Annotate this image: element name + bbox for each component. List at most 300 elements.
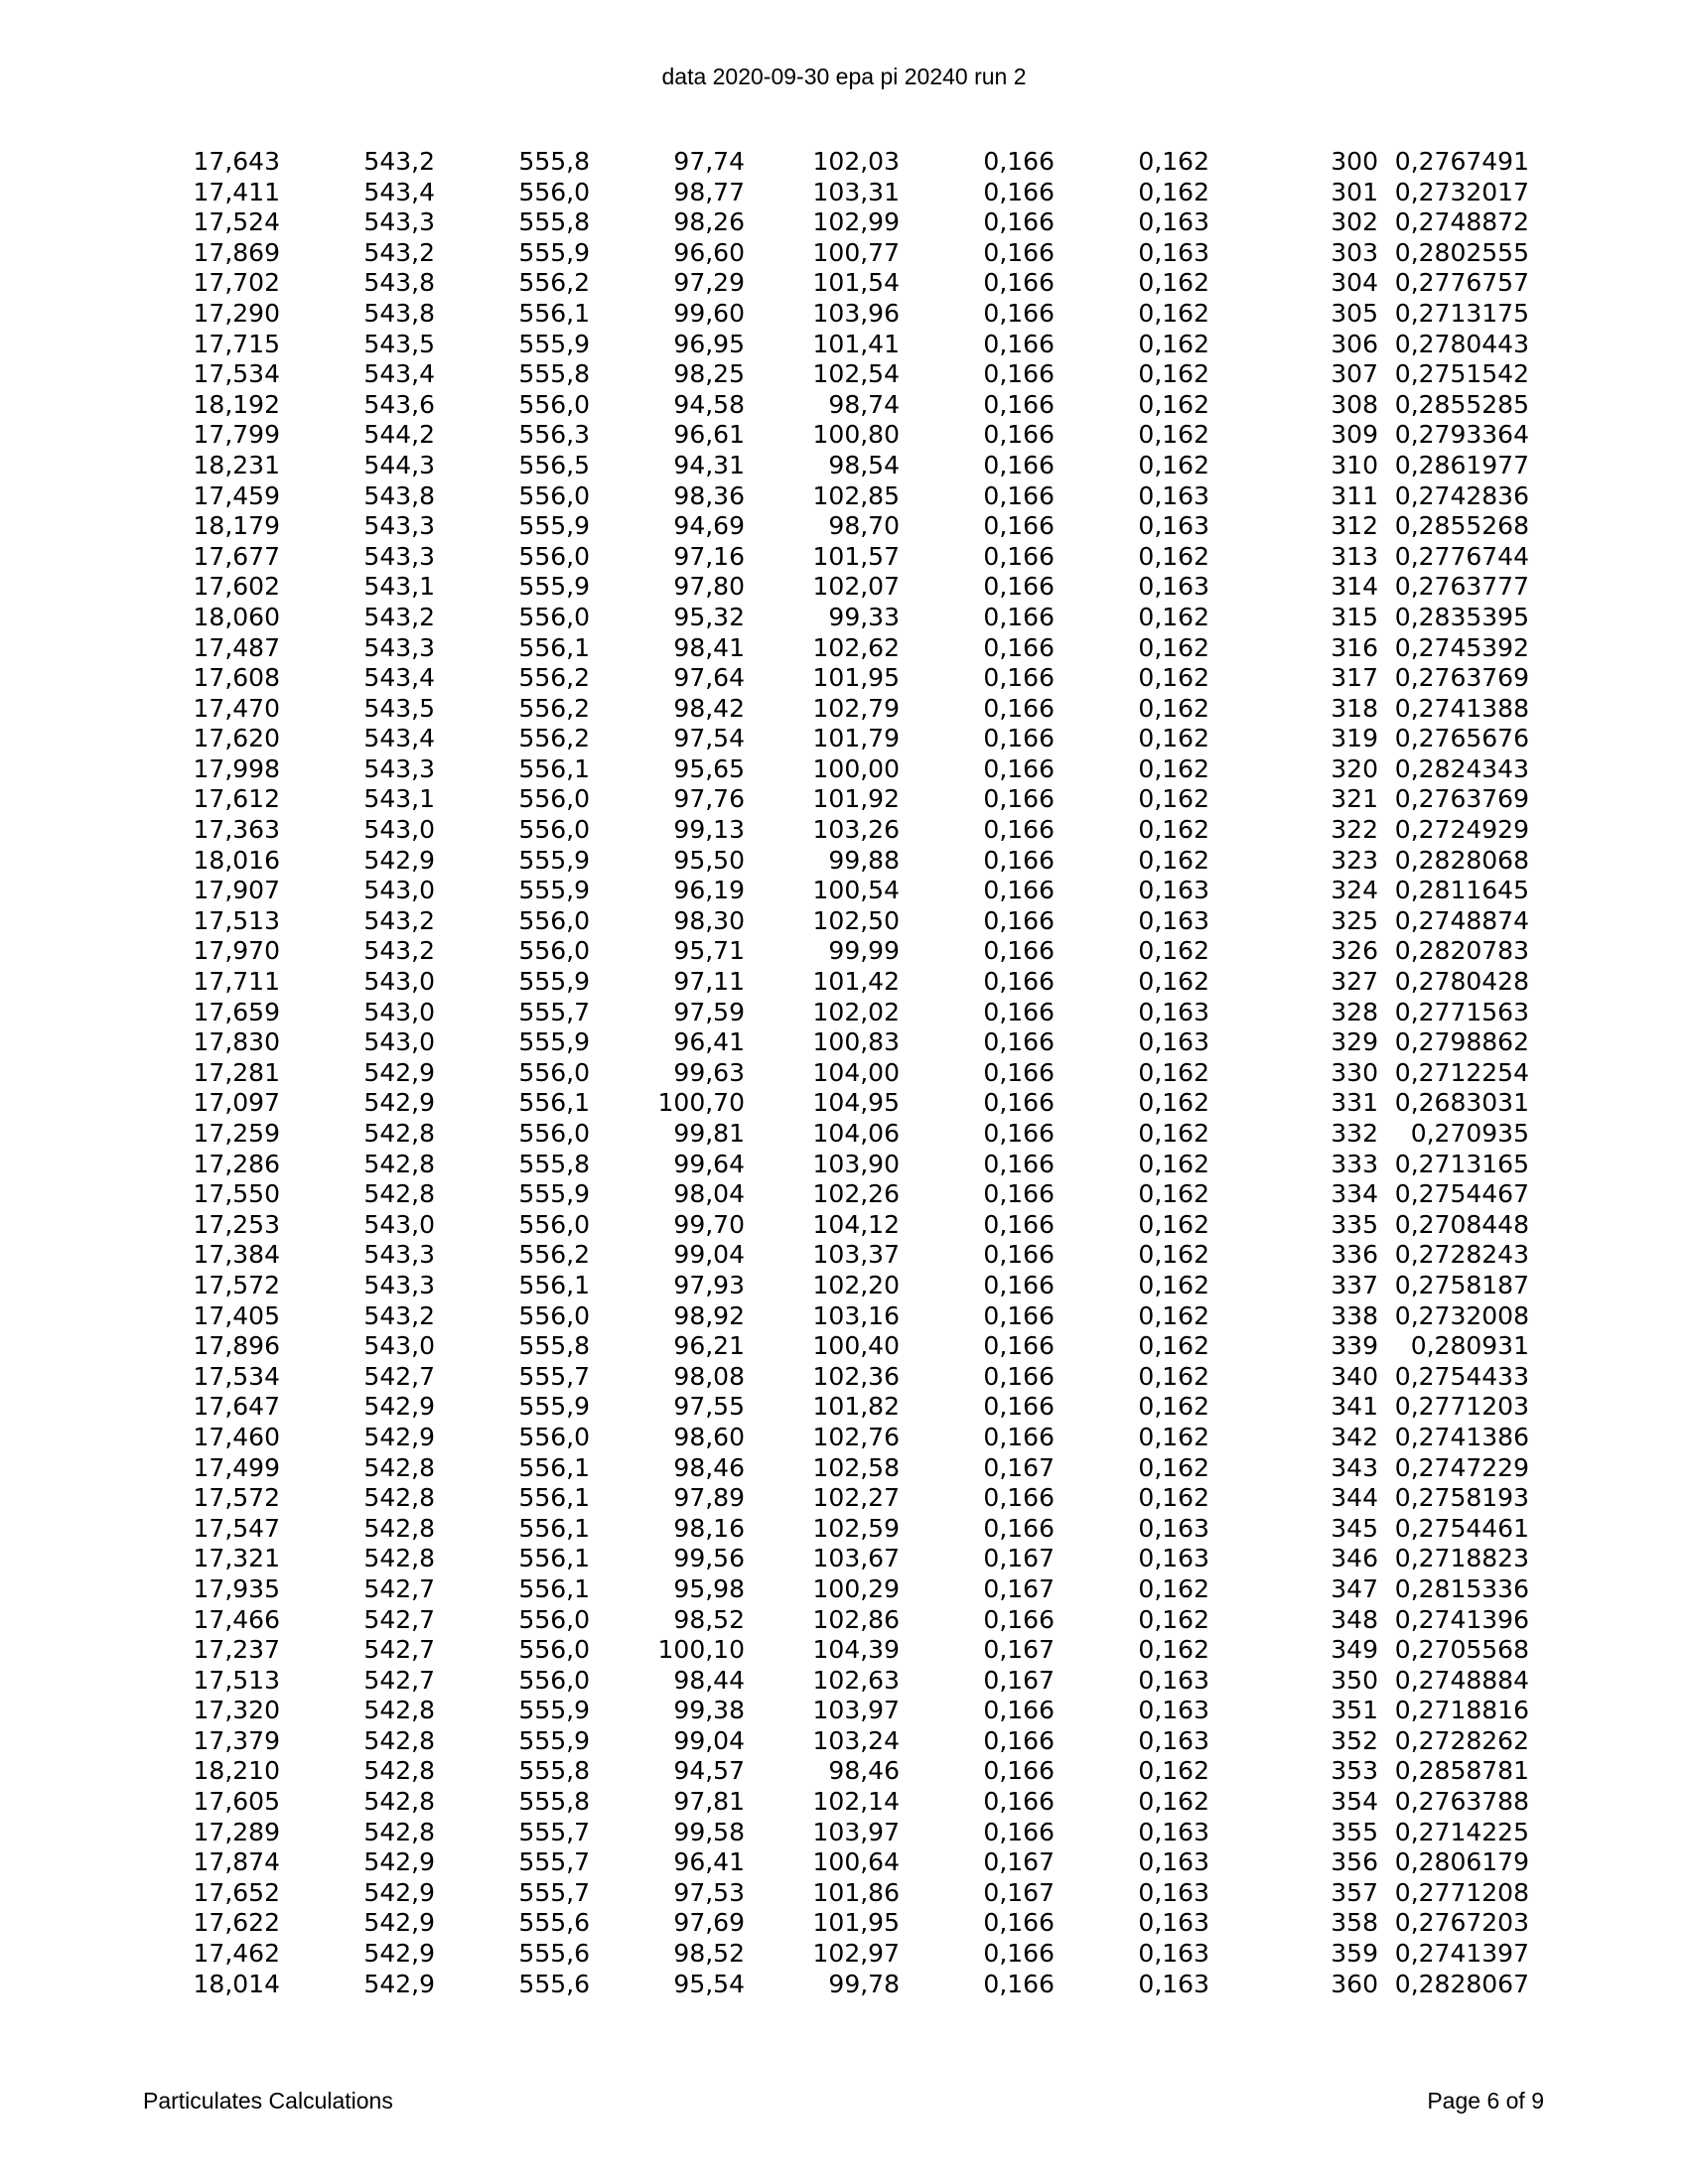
table-cell-col-2: 543,3 bbox=[363, 632, 435, 662]
table-cell-col-6: 0,166 bbox=[983, 1787, 1055, 1817]
table-cell-col-4: 96,41 bbox=[673, 1847, 745, 1877]
table-cell-col-7: 0,162 bbox=[1138, 632, 1209, 662]
table-cell-col-7: 0,163 bbox=[1138, 1969, 1209, 1998]
table-row bbox=[0, 784, 1688, 815]
table-cell-col-2: 543,8 bbox=[363, 298, 435, 328]
table-cell-col-4: 96,60 bbox=[673, 237, 745, 267]
table-row bbox=[0, 603, 1688, 633]
table-row bbox=[0, 511, 1688, 542]
table-cell-col-9: 0,2771563 bbox=[1394, 997, 1529, 1026]
table-cell-col-4: 99,58 bbox=[673, 1817, 745, 1846]
table-cell-row-index: 304 bbox=[1331, 268, 1378, 298]
table-cell-col-3: 556,0 bbox=[518, 1209, 590, 1239]
table-cell-col-3: 556,1 bbox=[518, 1270, 590, 1299]
table-cell-col-1: 17,998 bbox=[193, 753, 280, 783]
table-cell-col-4: 94,58 bbox=[673, 389, 745, 419]
table-cell-col-3: 555,7 bbox=[518, 1877, 590, 1907]
table-cell-col-4: 94,69 bbox=[673, 511, 745, 541]
table-cell-col-2: 542,9 bbox=[363, 1057, 435, 1087]
table-cell-col-9: 0,2780428 bbox=[1394, 967, 1529, 997]
table-cell-col-6: 0,166 bbox=[983, 268, 1055, 298]
table-cell-col-5: 99,33 bbox=[828, 602, 900, 631]
table-cell-col-1: 17,460 bbox=[193, 1422, 280, 1451]
table-cell-col-3: 556,1 bbox=[518, 632, 590, 662]
table-cell-row-index: 344 bbox=[1331, 1483, 1378, 1513]
table-cell-col-9: 0,2835395 bbox=[1394, 602, 1529, 631]
table-cell-col-6: 0,166 bbox=[983, 693, 1055, 723]
table-cell-col-4: 98,36 bbox=[673, 480, 745, 510]
table-cell-row-index: 332 bbox=[1331, 1119, 1378, 1148]
table-cell-row-index: 348 bbox=[1331, 1604, 1378, 1634]
table-cell-col-3: 555,9 bbox=[518, 1392, 590, 1422]
table-cell-col-2: 543,2 bbox=[363, 237, 435, 267]
table-row bbox=[0, 1605, 1688, 1636]
table-cell-col-4: 97,80 bbox=[673, 572, 745, 602]
table-cell-row-index: 347 bbox=[1331, 1573, 1378, 1603]
table-cell-col-4: 97,54 bbox=[673, 724, 745, 753]
table-cell-col-6: 0,166 bbox=[983, 1119, 1055, 1148]
table-cell-col-2: 542,9 bbox=[363, 1908, 435, 1938]
table-cell-col-3: 555,7 bbox=[518, 1847, 590, 1877]
table-cell-col-5: 104,95 bbox=[812, 1088, 900, 1118]
table-cell-col-1: 17,524 bbox=[193, 207, 280, 237]
table-cell-col-4: 96,95 bbox=[673, 329, 745, 358]
table-cell-col-5: 102,97 bbox=[812, 1939, 900, 1969]
table-cell-col-5: 98,70 bbox=[828, 511, 900, 541]
table-cell-col-9: 0,2745392 bbox=[1394, 632, 1529, 662]
table-cell-col-6: 0,166 bbox=[983, 1057, 1055, 1087]
table-cell-col-9: 0,2732017 bbox=[1394, 177, 1529, 206]
table-cell-col-6: 0,166 bbox=[983, 1240, 1055, 1270]
table-cell-col-1: 17,097 bbox=[193, 1088, 280, 1118]
table-cell-col-4: 97,16 bbox=[673, 541, 745, 571]
table-cell-row-index: 307 bbox=[1331, 359, 1378, 389]
table-cell-col-5: 100,40 bbox=[812, 1331, 900, 1361]
table-cell-col-4: 95,65 bbox=[673, 753, 745, 783]
table-cell-col-5: 102,54 bbox=[812, 359, 900, 389]
table-cell-col-1: 17,534 bbox=[193, 359, 280, 389]
table-cell-col-1: 17,411 bbox=[193, 177, 280, 206]
footer-page-number: Page 6 of 9 bbox=[1427, 2088, 1544, 2114]
table-cell-col-3: 556,0 bbox=[518, 1665, 590, 1695]
table-cell-col-1: 17,513 bbox=[193, 1665, 280, 1695]
table-cell-col-2: 543,4 bbox=[363, 359, 435, 389]
table-cell-col-5: 100,77 bbox=[812, 237, 900, 267]
table-cell-col-6: 0,166 bbox=[983, 1179, 1055, 1209]
table-cell-col-2: 542,8 bbox=[363, 1756, 435, 1786]
table-cell-col-3: 556,0 bbox=[518, 602, 590, 631]
table-cell-row-index: 356 bbox=[1331, 1847, 1378, 1877]
table-cell-row-index: 353 bbox=[1331, 1756, 1378, 1786]
table-cell-col-7: 0,163 bbox=[1138, 1725, 1209, 1755]
table-cell-col-1: 17,572 bbox=[193, 1483, 280, 1513]
table-row bbox=[0, 1453, 1688, 1484]
table-row bbox=[0, 1970, 1688, 2000]
table-cell-col-4: 97,59 bbox=[673, 997, 745, 1026]
table-cell-col-5: 103,31 bbox=[812, 177, 900, 206]
table-row bbox=[0, 936, 1688, 967]
table-cell-col-7: 0,162 bbox=[1138, 1331, 1209, 1361]
table-cell-col-6: 0,166 bbox=[983, 1422, 1055, 1451]
table-cell-col-3: 555,9 bbox=[518, 845, 590, 875]
table-cell-col-7: 0,162 bbox=[1138, 147, 1209, 176]
table-cell-col-9: 0,2802555 bbox=[1394, 237, 1529, 267]
page-header-title: data 2020-09-30 epa pi 20240 run 2 bbox=[661, 64, 1027, 89]
table-cell-col-5: 100,29 bbox=[812, 1573, 900, 1603]
table-cell-col-9: 0,2742836 bbox=[1394, 480, 1529, 510]
table-cell-col-6: 0,166 bbox=[983, 177, 1055, 206]
table-cell-row-index: 309 bbox=[1331, 420, 1378, 450]
table-cell-row-index: 308 bbox=[1331, 389, 1378, 419]
table-cell-col-5: 99,99 bbox=[828, 936, 900, 966]
table-cell-col-1: 17,602 bbox=[193, 572, 280, 602]
table-cell-col-1: 17,643 bbox=[193, 147, 280, 176]
table-cell-row-index: 327 bbox=[1331, 967, 1378, 997]
table-cell-col-1: 17,470 bbox=[193, 693, 280, 723]
table-cell-col-2: 543,3 bbox=[363, 1270, 435, 1299]
table-cell-col-2: 542,8 bbox=[363, 1513, 435, 1543]
table-cell-col-6: 0,166 bbox=[983, 511, 1055, 541]
table-cell-col-5: 103,67 bbox=[812, 1544, 900, 1573]
table-cell-col-7: 0,163 bbox=[1138, 1847, 1209, 1877]
table-cell-col-6: 0,167 bbox=[983, 1877, 1055, 1907]
table-cell-row-index: 319 bbox=[1331, 724, 1378, 753]
table-cell-col-1: 17,935 bbox=[193, 1573, 280, 1603]
table-cell-col-7: 0,162 bbox=[1138, 693, 1209, 723]
table-cell-col-1: 17,874 bbox=[193, 1847, 280, 1877]
table-cell-col-9: 0,2758187 bbox=[1394, 1270, 1529, 1299]
table-cell-col-4: 98,52 bbox=[673, 1604, 745, 1634]
table-cell-col-7: 0,162 bbox=[1138, 1088, 1209, 1118]
table-cell-col-2: 543,0 bbox=[363, 967, 435, 997]
table-cell-col-6: 0,166 bbox=[983, 1725, 1055, 1755]
table-row bbox=[0, 359, 1688, 390]
table-cell-col-2: 542,8 bbox=[363, 1483, 435, 1513]
table-cell-col-7: 0,163 bbox=[1138, 997, 1209, 1026]
table-cell-col-4: 99,38 bbox=[673, 1696, 745, 1725]
table-row bbox=[0, 572, 1688, 603]
table-cell-col-6: 0,166 bbox=[983, 389, 1055, 419]
table-cell-col-3: 555,9 bbox=[518, 1027, 590, 1057]
table-cell-col-1: 17,259 bbox=[193, 1119, 280, 1148]
table-cell-col-7: 0,162 bbox=[1138, 1270, 1209, 1299]
table-cell-col-2: 543,0 bbox=[363, 1209, 435, 1239]
table-cell-col-6: 0,166 bbox=[983, 876, 1055, 905]
table-cell-col-6: 0,166 bbox=[983, 1300, 1055, 1330]
table-cell-col-2: 543,0 bbox=[363, 876, 435, 905]
table-cell-col-1: 17,622 bbox=[193, 1908, 280, 1938]
table-cell-col-3: 555,6 bbox=[518, 1939, 590, 1969]
table-cell-col-1: 17,290 bbox=[193, 298, 280, 328]
table-cell-col-2: 543,3 bbox=[363, 207, 435, 237]
table-cell-col-3: 555,7 bbox=[518, 1817, 590, 1846]
table-cell-col-6: 0,166 bbox=[983, 1969, 1055, 1998]
table-cell-col-9: 0,2732008 bbox=[1394, 1300, 1529, 1330]
table-cell-col-7: 0,162 bbox=[1138, 967, 1209, 997]
table-cell-col-3: 556,2 bbox=[518, 724, 590, 753]
table-row bbox=[0, 1179, 1688, 1210]
table-cell-col-4: 100,10 bbox=[657, 1635, 745, 1665]
table-cell-row-index: 325 bbox=[1331, 905, 1378, 935]
table-row bbox=[0, 330, 1688, 360]
table-cell-col-4: 98,60 bbox=[673, 1422, 745, 1451]
table-cell-col-6: 0,166 bbox=[983, 1696, 1055, 1725]
table-cell-col-2: 543,0 bbox=[363, 1331, 435, 1361]
table-cell-col-3: 556,1 bbox=[518, 1573, 590, 1603]
table-row bbox=[0, 754, 1688, 785]
table-cell-col-5: 103,97 bbox=[812, 1696, 900, 1725]
table-cell-col-5: 104,06 bbox=[812, 1119, 900, 1148]
table-cell-col-2: 542,9 bbox=[363, 845, 435, 875]
table-cell-col-4: 95,98 bbox=[673, 1573, 745, 1603]
table-cell-col-9: 0,2763777 bbox=[1394, 572, 1529, 602]
table-cell-row-index: 336 bbox=[1331, 1240, 1378, 1270]
table-cell-col-5: 102,26 bbox=[812, 1179, 900, 1209]
table-cell-row-index: 334 bbox=[1331, 1179, 1378, 1209]
table-cell-row-index: 301 bbox=[1331, 177, 1378, 206]
table-cell-col-1: 18,060 bbox=[193, 602, 280, 631]
table-cell-col-4: 95,32 bbox=[673, 602, 745, 631]
table-cell-row-index: 318 bbox=[1331, 693, 1378, 723]
table-cell-col-9: 0,2811645 bbox=[1394, 876, 1529, 905]
table-cell-col-3: 556,0 bbox=[518, 1635, 590, 1665]
table-cell-row-index: 306 bbox=[1331, 329, 1378, 358]
table-cell-col-3: 556,0 bbox=[518, 815, 590, 845]
table-cell-col-7: 0,162 bbox=[1138, 663, 1209, 693]
table-cell-col-6: 0,166 bbox=[983, 1513, 1055, 1543]
table-cell-col-2: 542,9 bbox=[363, 1847, 435, 1877]
table-cell-col-6: 0,166 bbox=[983, 1908, 1055, 1938]
table-cell-col-5: 100,83 bbox=[812, 1027, 900, 1057]
table-cell-col-3: 556,0 bbox=[518, 1604, 590, 1634]
table-cell-col-9: 0,2748874 bbox=[1394, 905, 1529, 935]
table-cell-col-5: 102,36 bbox=[812, 1361, 900, 1391]
table-cell-col-7: 0,162 bbox=[1138, 420, 1209, 450]
table-cell-col-7: 0,163 bbox=[1138, 207, 1209, 237]
table-row bbox=[0, 299, 1688, 330]
table-cell-col-9: 0,2728243 bbox=[1394, 1240, 1529, 1270]
table-cell-col-2: 542,8 bbox=[363, 1149, 435, 1178]
table-cell-col-3: 556,0 bbox=[518, 1057, 590, 1087]
table-cell-col-5: 103,24 bbox=[812, 1725, 900, 1755]
table-row bbox=[0, 633, 1688, 664]
table-cell-col-6: 0,166 bbox=[983, 1331, 1055, 1361]
table-row bbox=[0, 998, 1688, 1028]
table-cell-col-2: 543,5 bbox=[363, 693, 435, 723]
table-cell-col-5: 98,46 bbox=[828, 1756, 900, 1786]
table-cell-col-5: 102,27 bbox=[812, 1483, 900, 1513]
table-cell-col-3: 556,1 bbox=[518, 1544, 590, 1573]
table-cell-col-7: 0,162 bbox=[1138, 268, 1209, 298]
table-cell-row-index: 320 bbox=[1331, 753, 1378, 783]
table-row bbox=[0, 906, 1688, 937]
table-cell-col-1: 17,869 bbox=[193, 237, 280, 267]
table-cell-col-1: 17,711 bbox=[193, 967, 280, 997]
table-cell-col-5: 100,64 bbox=[812, 1847, 900, 1877]
table-cell-col-3: 556,0 bbox=[518, 177, 590, 206]
table-cell-col-6: 0,166 bbox=[983, 936, 1055, 966]
table-cell-col-1: 17,499 bbox=[193, 1452, 280, 1482]
table-cell-col-3: 555,9 bbox=[518, 237, 590, 267]
table-cell-col-3: 556,1 bbox=[518, 1513, 590, 1543]
table-cell-col-1: 17,620 bbox=[193, 724, 280, 753]
table-cell-col-9: 0,2806179 bbox=[1394, 1847, 1529, 1877]
table-cell-col-4: 99,04 bbox=[673, 1240, 745, 1270]
table-cell-col-5: 102,85 bbox=[812, 480, 900, 510]
table-cell-col-4: 98,42 bbox=[673, 693, 745, 723]
table-row bbox=[0, 1666, 1688, 1697]
table-cell-col-5: 101,86 bbox=[812, 1877, 900, 1907]
table-cell-col-6: 0,166 bbox=[983, 541, 1055, 571]
table-cell-col-3: 555,9 bbox=[518, 511, 590, 541]
table-cell-col-9: 0,2820783 bbox=[1394, 936, 1529, 966]
table-row bbox=[0, 1392, 1688, 1423]
table-cell-col-3: 556,1 bbox=[518, 298, 590, 328]
table-cell-col-1: 17,237 bbox=[193, 1635, 280, 1665]
table-cell-row-index: 355 bbox=[1331, 1817, 1378, 1846]
table-cell-col-2: 543,8 bbox=[363, 480, 435, 510]
table-cell-col-4: 94,57 bbox=[673, 1756, 745, 1786]
table-cell-col-2: 543,3 bbox=[363, 541, 435, 571]
table-cell-col-9: 0,280931 bbox=[1410, 1331, 1529, 1361]
table-cell-col-9: 0,2754461 bbox=[1394, 1513, 1529, 1543]
table-cell-row-index: 335 bbox=[1331, 1209, 1378, 1239]
table-cell-col-2: 542,8 bbox=[363, 1725, 435, 1755]
table-cell-col-9: 0,270935 bbox=[1410, 1119, 1529, 1148]
table-cell-col-3: 556,0 bbox=[518, 936, 590, 966]
table-cell-col-3: 555,6 bbox=[518, 1908, 590, 1938]
table-cell-col-3: 556,2 bbox=[518, 1240, 590, 1270]
table-cell-col-9: 0,2771208 bbox=[1394, 1877, 1529, 1907]
table-cell-col-6: 0,166 bbox=[983, 1027, 1055, 1057]
table-cell-col-5: 102,86 bbox=[812, 1604, 900, 1634]
table-cell-col-6: 0,166 bbox=[983, 845, 1055, 875]
table-cell-col-2: 543,2 bbox=[363, 936, 435, 966]
table-cell-col-6: 0,166 bbox=[983, 1939, 1055, 1969]
table-cell-col-1: 17,647 bbox=[193, 1392, 280, 1422]
table-cell-row-index: 350 bbox=[1331, 1665, 1378, 1695]
table-row bbox=[0, 694, 1688, 725]
table-cell-col-4: 98,92 bbox=[673, 1300, 745, 1330]
table-cell-col-7: 0,162 bbox=[1138, 724, 1209, 753]
table-cell-col-5: 102,59 bbox=[812, 1513, 900, 1543]
table-cell-col-5: 101,54 bbox=[812, 268, 900, 298]
table-cell-row-index: 340 bbox=[1331, 1361, 1378, 1391]
table-cell-col-5: 100,80 bbox=[812, 420, 900, 450]
table-cell-col-4: 99,56 bbox=[673, 1544, 745, 1573]
table-cell-row-index: 357 bbox=[1331, 1877, 1378, 1907]
table-cell-col-6: 0,166 bbox=[983, 1270, 1055, 1299]
table-cell-col-2: 543,1 bbox=[363, 784, 435, 814]
table-cell-col-1: 18,179 bbox=[193, 511, 280, 541]
table-cell-col-4: 98,46 bbox=[673, 1452, 745, 1482]
table-cell-col-5: 102,63 bbox=[812, 1665, 900, 1695]
table-cell-col-4: 97,93 bbox=[673, 1270, 745, 1299]
table-cell-col-1: 17,286 bbox=[193, 1149, 280, 1178]
table-cell-col-9: 0,2858781 bbox=[1394, 1756, 1529, 1786]
table-cell-col-1: 17,970 bbox=[193, 936, 280, 966]
table-cell-col-7: 0,162 bbox=[1138, 541, 1209, 571]
table-cell-row-index: 346 bbox=[1331, 1544, 1378, 1573]
table-cell-col-2: 542,7 bbox=[363, 1604, 435, 1634]
table-cell-col-2: 542,9 bbox=[363, 1392, 435, 1422]
table-cell-col-7: 0,162 bbox=[1138, 1119, 1209, 1148]
table-cell-row-index: 305 bbox=[1331, 298, 1378, 328]
table-cell-col-1: 17,702 bbox=[193, 268, 280, 298]
table-cell-col-1: 17,550 bbox=[193, 1179, 280, 1209]
table-cell-row-index: 302 bbox=[1331, 207, 1378, 237]
table-cell-row-index: 321 bbox=[1331, 784, 1378, 814]
table-cell-row-index: 354 bbox=[1331, 1787, 1378, 1817]
table-cell-row-index: 303 bbox=[1331, 237, 1378, 267]
table-cell-col-1: 17,896 bbox=[193, 1331, 280, 1361]
table-cell-col-2: 542,8 bbox=[363, 1179, 435, 1209]
table-cell-col-7: 0,163 bbox=[1138, 1939, 1209, 1969]
table-cell-col-9: 0,2828067 bbox=[1394, 1969, 1529, 1998]
table-cell-col-6: 0,166 bbox=[983, 420, 1055, 450]
table-cell-col-2: 542,8 bbox=[363, 1119, 435, 1148]
table-cell-col-6: 0,167 bbox=[983, 1544, 1055, 1573]
table-row bbox=[0, 876, 1688, 906]
table-cell-col-7: 0,162 bbox=[1138, 1452, 1209, 1482]
table-cell-col-2: 543,2 bbox=[363, 1300, 435, 1330]
table-row bbox=[0, 1058, 1688, 1089]
table-cell-row-index: 349 bbox=[1331, 1635, 1378, 1665]
table-row bbox=[0, 1150, 1688, 1180]
table-cell-col-3: 556,0 bbox=[518, 1422, 590, 1451]
table-cell-col-3: 556,0 bbox=[518, 389, 590, 419]
table-cell-col-5: 101,57 bbox=[812, 541, 900, 571]
table-cell-col-4: 98,04 bbox=[673, 1179, 745, 1209]
table-cell-row-index: 345 bbox=[1331, 1513, 1378, 1543]
table-cell-col-1: 17,572 bbox=[193, 1270, 280, 1299]
table-cell-col-1: 17,659 bbox=[193, 997, 280, 1026]
table-cell-col-9: 0,2828068 bbox=[1394, 845, 1529, 875]
table-cell-col-5: 101,82 bbox=[812, 1392, 900, 1422]
table-cell-col-6: 0,166 bbox=[983, 450, 1055, 479]
table-cell-col-3: 556,5 bbox=[518, 450, 590, 479]
table-cell-col-2: 543,3 bbox=[363, 753, 435, 783]
table-cell-col-6: 0,166 bbox=[983, 905, 1055, 935]
table-cell-col-5: 104,39 bbox=[812, 1635, 900, 1665]
table-cell-col-3: 555,9 bbox=[518, 1696, 590, 1725]
table-cell-col-4: 96,19 bbox=[673, 876, 745, 905]
table-cell-col-1: 17,715 bbox=[193, 329, 280, 358]
table-cell-col-3: 555,6 bbox=[518, 1969, 590, 1998]
table-cell-col-4: 99,13 bbox=[673, 815, 745, 845]
table-cell-col-7: 0,162 bbox=[1138, 177, 1209, 206]
table-cell-col-4: 97,11 bbox=[673, 967, 745, 997]
table-cell-col-2: 543,0 bbox=[363, 997, 435, 1026]
table-cell-col-3: 555,9 bbox=[518, 572, 590, 602]
table-row bbox=[0, 1787, 1688, 1818]
table-row bbox=[0, 1362, 1688, 1393]
table-cell-row-index: 317 bbox=[1331, 663, 1378, 693]
table-row bbox=[0, 451, 1688, 481]
table-cell-col-6: 0,166 bbox=[983, 997, 1055, 1026]
table-cell-col-5: 102,99 bbox=[812, 207, 900, 237]
table-cell-col-3: 556,2 bbox=[518, 268, 590, 298]
table-cell-col-7: 0,162 bbox=[1138, 936, 1209, 966]
table-cell-col-9: 0,2765676 bbox=[1394, 724, 1529, 753]
table-cell-col-7: 0,163 bbox=[1138, 905, 1209, 935]
table-cell-col-4: 98,25 bbox=[673, 359, 745, 389]
table-cell-col-5: 104,12 bbox=[812, 1209, 900, 1239]
table-row bbox=[0, 1756, 1688, 1787]
table-row bbox=[0, 1726, 1688, 1757]
table-cell-col-1: 18,016 bbox=[193, 845, 280, 875]
table-cell-col-9: 0,2708448 bbox=[1394, 1209, 1529, 1239]
